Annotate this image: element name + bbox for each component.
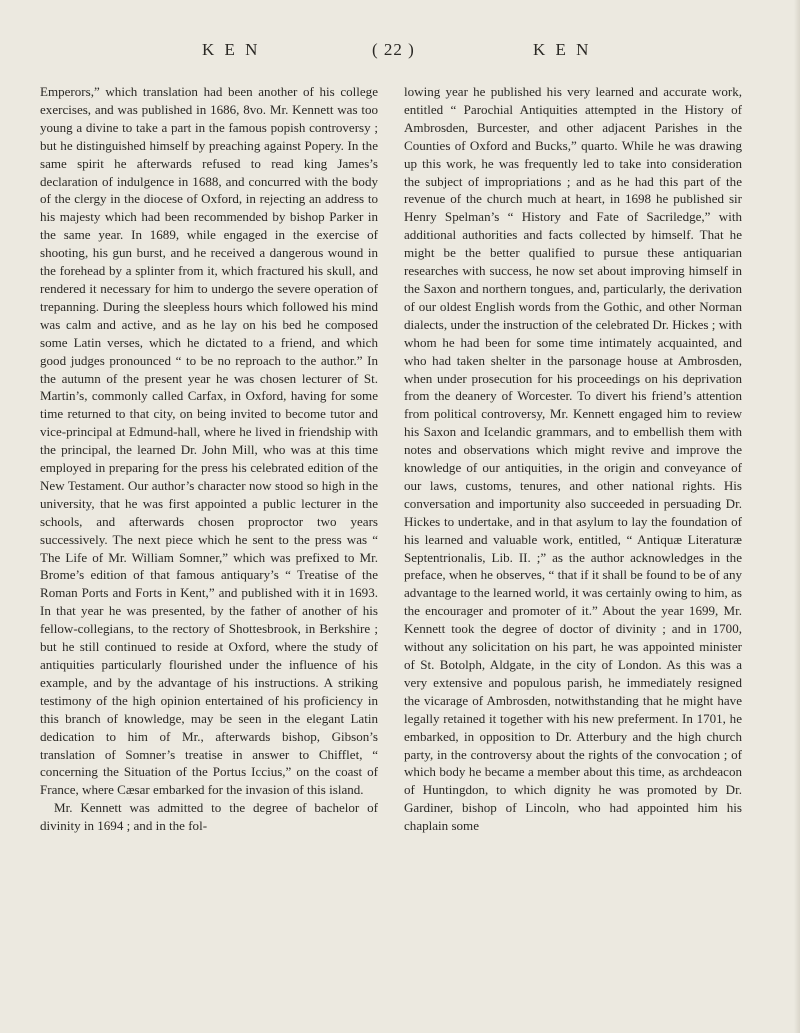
running-head-left: K E N: [202, 40, 261, 59]
right-column: [404, 83, 742, 1018]
running-head: [0, 40, 800, 66]
left-column: [40, 83, 378, 1018]
left-column-paragraph-1: Emperors,” which translation had been another of his college exercises, and was published in 1686, 8vo. Mr. Kennett was too young a divine to take a part in the famous popish controversy ; but he distinguished himself by preaching against Popery. In the same spirit he afterwards refused to read king James’s declaration of indulgence in 1688, and concurred with the body of the clergy in the diocese of Oxford, in rejecting an address to his majesty which had been recommended by bishop Parker in the same year. In 1689, while engaged in the exercise of shooting, his gun burst, and he received a dangerous wound in the forehead by a splinter from it, which fractured his skull, and rendered it necessary for him to undergo the severe operation of trepanning. During the sleepless hours which followed his mind was calm and active, and as he lay on his bed he composed some Latin verses, which he dictated to a friend, and which good judges pronounced “ to be no reproach to the author.” In the autumn of the present year he was chosen lecturer of St. Martin’s, commonly called Carfax, in Oxford, having for some time returned to that city, on being invited to become tutor and vice-principal at Edmund-hall, where he lived in friendship with the principal, the learned Dr. John Mill, who was at this time employed in preparing for the press his celebrated edition of the New Testament. Our author’s character now stood so high in the university, that he was first appointed a public lecturer in the schools, and afterwards chosen proproctor two years successively. The next piece which he sent to the press was “ The Life of Mr. William Somner,” which was prefixed to Mr. Brome’s edition of that famous antiquary’s “ Treatise of the Roman Ports and Forts in Kent,” and published with it in 1693. In that year he was presented, by the father of another of his fellow-collegians, to the rectory of Shottesbrook, in Berkshire ; but he still continued to reside at Oxford, where the study of antiquities particularly flourished under the influence of his example, and by the advantage of his instructions. A striking testimony of the high opinion entertained of his proficiency in this branch of knowledge, may be seen in the elegant Latin dedication to him of Mr., afterwards bishop, Gibson’s translation of Somner’s treatise in answer to Chifflet, “ concerning the Situation of the Portus Iccius,” on the coast of France, where Cæsar embarked for the invasion of this island.: [40, 84, 378, 798]
right-column-paragraph-1: lowing year he published his very learned and accurate work, entitled “ Parochial Antiquities attempted in the History of Ambrosden, Burcester, and other adjacent Parishes in the Counties of Oxford and Bucks,” quarto. While he was drawing up this work, he was frequently led to take into consideration the subject of impropriations ; and as he had this part of the revenue of the church much at heart, in 1698 he published sir Henry Spelman’s “ History and Fate of Sacriledge,” with additional authorities and facts collected by himself. That he might be the better qualified to pursue these antiquarian researches with success, he now set about improving himself in the Saxon and northern tongues, and, particularly, the derivation of our oldest English words from the Gothic, and other Norman dialects, under the instruction of the celebrated Dr. Hickes ; with whom he had been for some time intimately acquainted, and who had taken shelter in the parsonage house at Ambrosden, when under prosecution for his proceedings on his deprivation from the deanery of Worcester. To divert his friend’s attention from political controversy, Mr. Kennett engaged him to review his Saxon and Icelandic grammars, and to embellish them with notes and observations which might revive and improve the knowledge of our antiquities, in the origin and conveyance of our laws, customs, tenures, and other national rights. His conversation and importunity also succeeded in persuading Dr. Hickes to undertake, and in that asylum to lay the foundation of his learned and valuable work, entitled, “ Antiquæ Literaturæ Septentrionalis, Lib. II. ;” as the author acknowledges in the preface, when he observes, “ that if it shall be found to be of any advantage to the learned world, it was certainly owing to him, as the encourager and promoter of it.” About the year 1699, Mr. Kennett took the degree of doctor of divinity ; and in 1700, without any solicitation on his part, he was appointed minister of St. Botolph, Aldgate, in the city of London. As this was a very extensive and populous parish, he immediately resigned the vicarage of Ambrosden, notwithstanding that he might have legally retained it together with his new preferment. In 1701, he embarked, in opposition to Dr. Atterbury and the high church party, in the controversy about the rights of the convocation ; of which body he became a member about this time, as archdeacon of Huntingdon, to which dignity he was promoted by Dr. Gardiner, bishop of Lincoln, who had appointed him his chaplain some: [404, 84, 742, 834]
page-number: ( 22 ): [372, 40, 415, 59]
running-head-right: K E N: [533, 40, 592, 59]
left-column-paragraph-2: Mr. Kennett was admitted to the degree of bachelor of divinity in 1694 ; and in the fol-: [40, 800, 378, 834]
page-edge-shadow: [794, 0, 800, 1033]
